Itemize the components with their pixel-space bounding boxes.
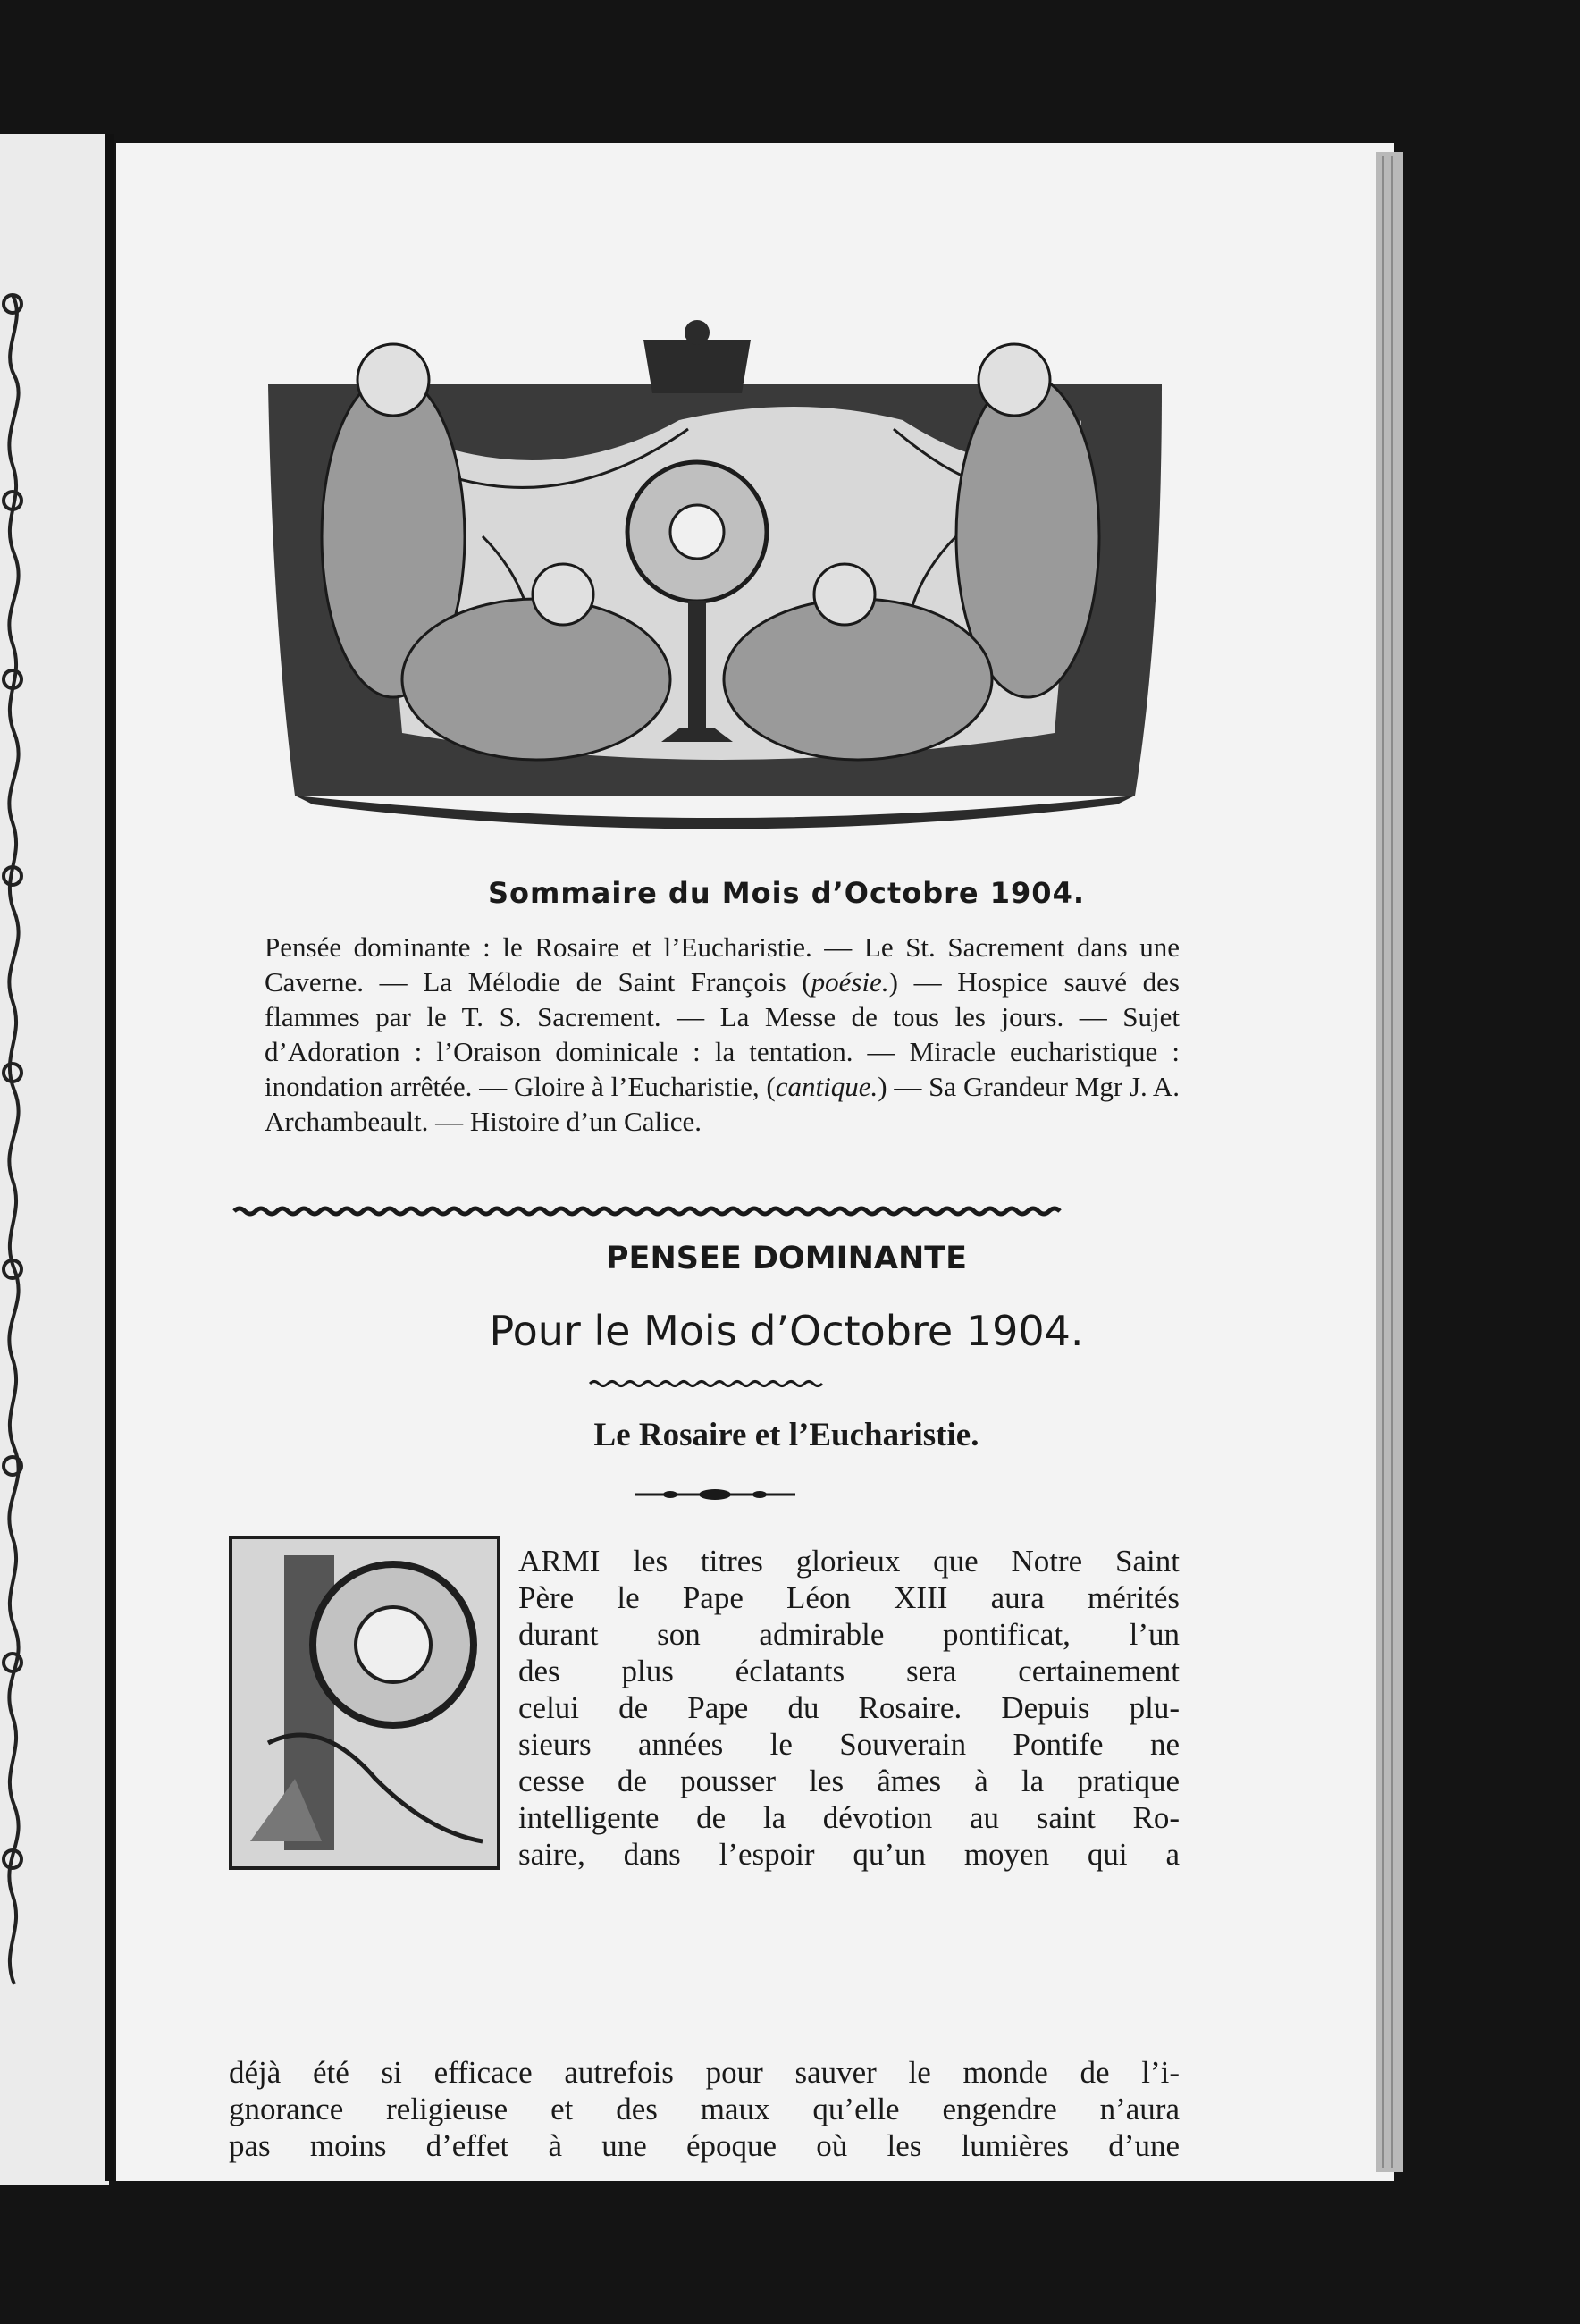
paragraph-line: des plus éclatants sera certainement [518,1654,1180,1688]
sommaire-title: Sommaire du Mois d’Octobre 1904. [488,876,1085,910]
paragraph-line: intelligente de la dévotion au saint Ro- [518,1800,1180,1835]
paragraph-line: celui de Pape du Rosaire. Depuis plu- [518,1690,1180,1725]
paragraph-line: pas moins d’effet à une époque où les lumières d’une [229,2128,1180,2163]
left-page-edge [0,134,109,2185]
ornamental-dropcap-p-icon [231,1537,499,1868]
paragraph-line: cesse de pousser les âmes à la pratique [518,1764,1180,1798]
paragraph-line: sieurs années le Souverain Pontife ne [518,1727,1180,1762]
paragraph-line: Père le Pape Léon XIII aura mérités [518,1580,1180,1615]
smallcaps-start: ARMI [518,1544,601,1579]
paragraph-line: durant son admirable pontificat, l’un [518,1617,1180,1652]
crown-icon [643,340,751,393]
paragraph-line: déjà été si efficace autrefois pour sauver le monde de l’i- [229,2055,1180,2090]
book-gutter-line [105,134,114,2181]
sommaire-italic-cantique: cantique. [775,1071,878,1102]
page-stack-edge [1376,152,1403,2172]
sommaire-italic-poesie: poésie. [811,966,889,998]
sommaire-text-part1: Pensée dominante : le Rosaire et l’Eucharistie. — Le St. Sacrement dans une Caverne. — La Mélodie de Saint François ( [265,931,1180,998]
pensee-subheading: Pour le Mois d’Octobre 1904. [489,1307,1084,1355]
engraved-header-illustration [268,320,1162,829]
sommaire-body [265,930,1180,1139]
paragraph-continuation [229,2054,1180,2164]
paragraph-line: gnorance religieuse et des maux qu’elle engendre n’aura [229,2092,1180,2126]
paragraph-line: saire, dans l’espoir qu’un moyen qui a [518,1837,1180,1872]
sommaire-text-part3: ) — Sa Grandeur Mgr J. A. Archambeault. — Histoire d’un Calice. [265,1071,1180,1137]
sommaire-text-part2: ) — Hospice sauvé des flammes par le T. S. Sacrement. — La Messe de tous les jours. — Sujet d’Adoration : l’Oraison dominicale : la tentation. — Miracle eucharistique : inondation arrêtée. — Gloire à l’Eucharistie, ( [265,966,1180,1102]
paragraph-line-text: les titres glorieux que Notre Saint [600,1544,1180,1579]
pensee-heading: PENSEE DOMINANTE [605,1241,968,1276]
paragraph-line [518,1543,1180,1579]
section-title: Le Rosaire et l’Eucharistie. [593,1417,979,1453]
dropcap-paragraph [518,1543,1180,1873]
